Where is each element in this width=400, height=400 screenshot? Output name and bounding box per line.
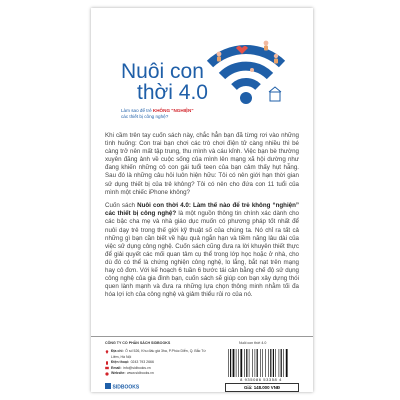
- back-cover-text: [105, 132, 299, 305]
- phone-icon: [105, 361, 109, 365]
- website-row: [105, 371, 215, 377]
- location-pin-icon: [105, 350, 109, 354]
- website-label: Website:: [111, 371, 126, 376]
- email-label: Email:: [111, 365, 122, 370]
- wifi-illustration-icon: [206, 30, 286, 110]
- globe-icon: [105, 372, 109, 376]
- footer-book-title: Nuôi con thời 4.0: [239, 341, 267, 345]
- address-row: [105, 349, 215, 360]
- subtitle-pre: Làm sao để trẻ: [121, 108, 153, 113]
- book-title-line-2: thời 4.0: [137, 81, 208, 104]
- paragraph-2-post: là một nguồn thông tin chính xác dành cho các bậc cha mẹ và nhà giáo dục muốn có phương pháp tốt nhất để nuôi dạy trẻ trong thế giới kỹ thuật số của chúng ta. Nó chỉ ra tất cả những gì bạn cần biết về hậu quả ngắn hạn và tiềm năng lâu dài của việc sử dụng công nghệ. Cuốn sách cũng đưa ra lời khuyên thiết thực để giải quyết các mối quan tâm cụ thể trong lớp học hoặc ở nhà, cho dù đó có thể là chứng nghiện công nghệ, lo lắng, bắt nạt trên mạng hay cô đơn. Với kế hoạch 6 tuần 6 bước tái cân bằng chế độ sử dụng công nghệ của gia đình bạn, cuốn sách sẽ giúp con bạn xây dựng thói quen lành mạnh và đưa ra những lựa chọn thông minh nhằm tối đa hóa lợi ích của công nghệ và giảm thiểu rủi ro của nó.: [105, 210, 299, 299]
- book-title-line-1: Nuôi con: [121, 60, 204, 83]
- publisher-footer: [91, 336, 313, 393]
- subtitle-highlight: KHÔNG "NGHIỆN": [152, 108, 194, 113]
- website-value: www.sidbooks.vn: [127, 371, 154, 376]
- logo-text: SIDBOOKS: [112, 384, 140, 391]
- paragraph-2-pre: Cuốn sách: [105, 202, 138, 210]
- isbn-number: 8 935086 53358 4: [240, 377, 282, 382]
- price-tag: Giá: 148.000 VNĐ: [225, 383, 299, 392]
- paragraph-2-book-title: Nuôi con thời 4.0: Làm thế nào để trẻ không “nghiện” các thiết bị công nghệ?: [105, 202, 299, 218]
- phone-label: Điện thoại:: [111, 360, 130, 365]
- publisher-name: CÔNG TY CỔ PHẦN SÁCH SIDBOOKS: [105, 341, 171, 345]
- barcode: [226, 349, 296, 377]
- phone-value: 0243 793 2666: [130, 360, 154, 365]
- mail-icon: [105, 366, 109, 370]
- address-value: Ô số 526, Khu đấu giá 3ha, P.Phúc Diễn, Q. Bắc Từ Liêm, Hà Nội: [111, 349, 206, 359]
- email-value: info@sidbooks.vn: [123, 365, 151, 370]
- paragraph-1: Khi cầm trên tay cuốn sách này, chắc hẳn bạn đã từng rơi vào những tình huống: Con trai bạn chơi các trò chơi điện tử càng nhiều thì bé càng trở nên mất tập trung, thu mình và cáu kỉnh. Việc bạn bè thường xuyên đăng ảnh về cuộc sống của mình lên mạng xã hội dường như đang khiến những cô con gái tuổi teen của bạn cảm thấy hụt hẫng. Sau đó là những câu hỏi luôn hiện hữu: Tôi có nên giới hạn thời gian sử dụng thiết bị của trẻ không? Tôi có nên cho đứa con 11 tuổi của mình một chiếc iPhone không?: [105, 132, 299, 196]
- book-back-cover: [91, 8, 313, 392]
- address-label: Địa chỉ:: [111, 349, 124, 353]
- subtitle-post: các thiết bị công nghệ?: [121, 114, 169, 119]
- publisher-contact: [105, 349, 215, 377]
- sidbooks-logo: [105, 382, 140, 391]
- paragraph-2: [105, 202, 299, 299]
